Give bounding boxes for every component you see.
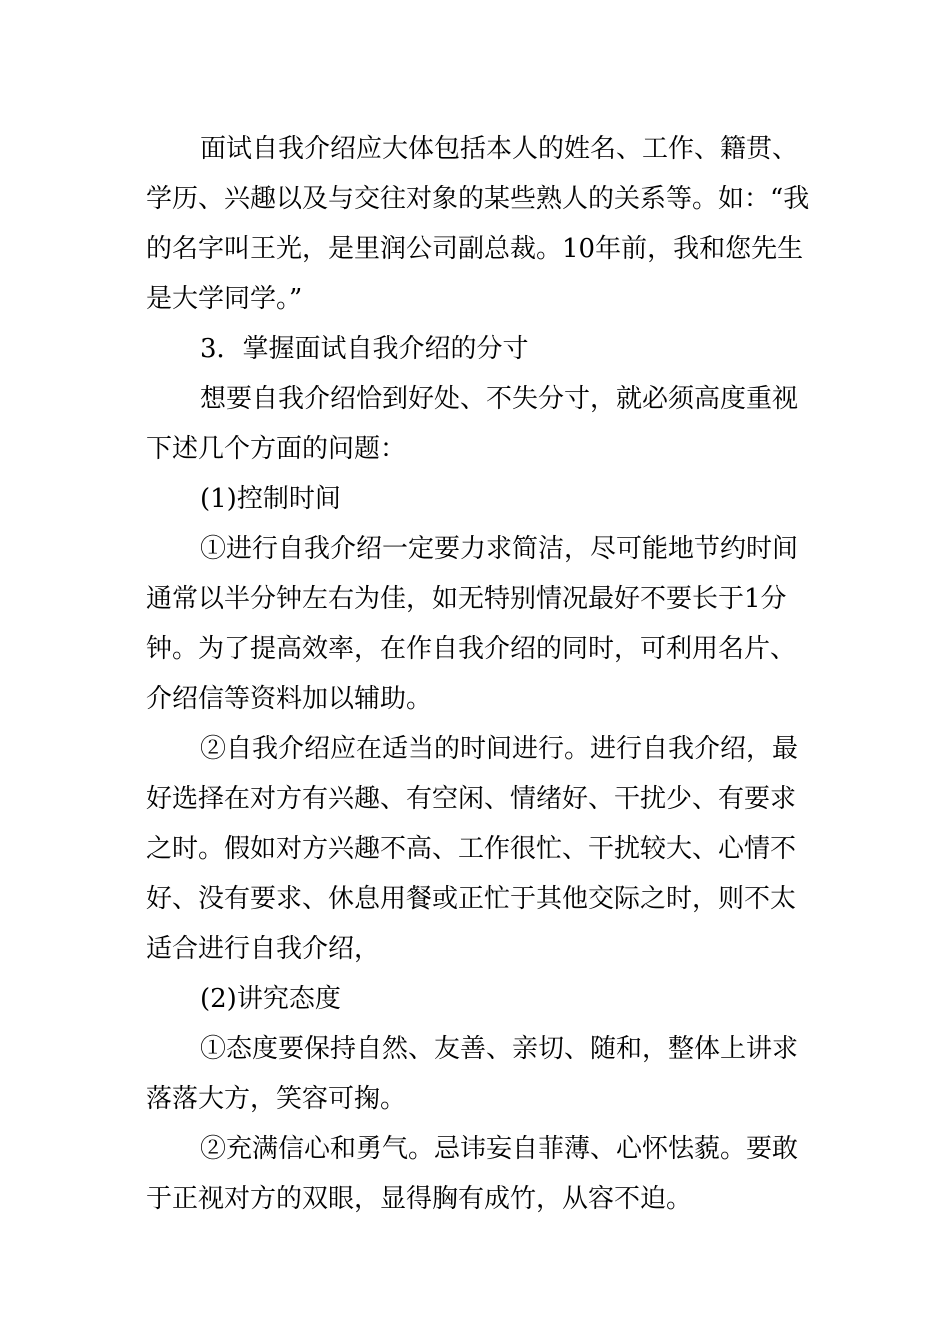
paragraph-point-2-2: ②充满信心和勇气。忌讳妄自菲薄、心怀怯藐。要敢于正视对方的双眼，显得胸有成竹，从容不迫。 [146,1134,799,1214]
section-heading-3: 3．掌握面试自我介绍的分寸 [200,334,529,364]
paragraph-point-1-2: ②自我介绍应在适当的时间进行。进行自我介绍，最好选择在对方有兴趣、有空闲、情绪好、干扰少、有要求之时。假如对方兴趣不高、工作很忙、干扰较大、心情不好、没有要求、休息用餐或正忙于其他交际之时，则不太适合进行自我介绍， [146,734,799,964]
subheading-control-time: (1)控制时间 [200,484,341,514]
paragraph-point-2-1: ①态度要保持自然、友善、亲切、随和，整体上讲求落落大方，笑容可掬。 [146,1034,799,1114]
paragraph-self-intro-content: 面试自我介绍应大体包括本人的姓名、工作、籍贯、学历、兴趣以及与交往对象的某些熟人的关系等。如：“我的名字叫王光，是里润公司副总裁。10年前，我和您先生是大学同学。” [146,134,810,314]
document-body [146,124,818,1224]
subheading-attitude: (2)讲究态度 [200,984,341,1014]
paragraph-point-1-1: ①进行自我介绍一定要力求简洁，尽可能地节约时间通常以半分钟左右为佳，如无特别情况最好不要长于1分钟。为了提高效率，在作自我介绍的同时，可利用名片、介绍信等资料加以辅助。 [146,534,799,714]
paragraph-intro-to-points: 想要自我介绍恰到好处、不失分寸，就必须高度重视下述几个方面的问题： [146,384,799,464]
